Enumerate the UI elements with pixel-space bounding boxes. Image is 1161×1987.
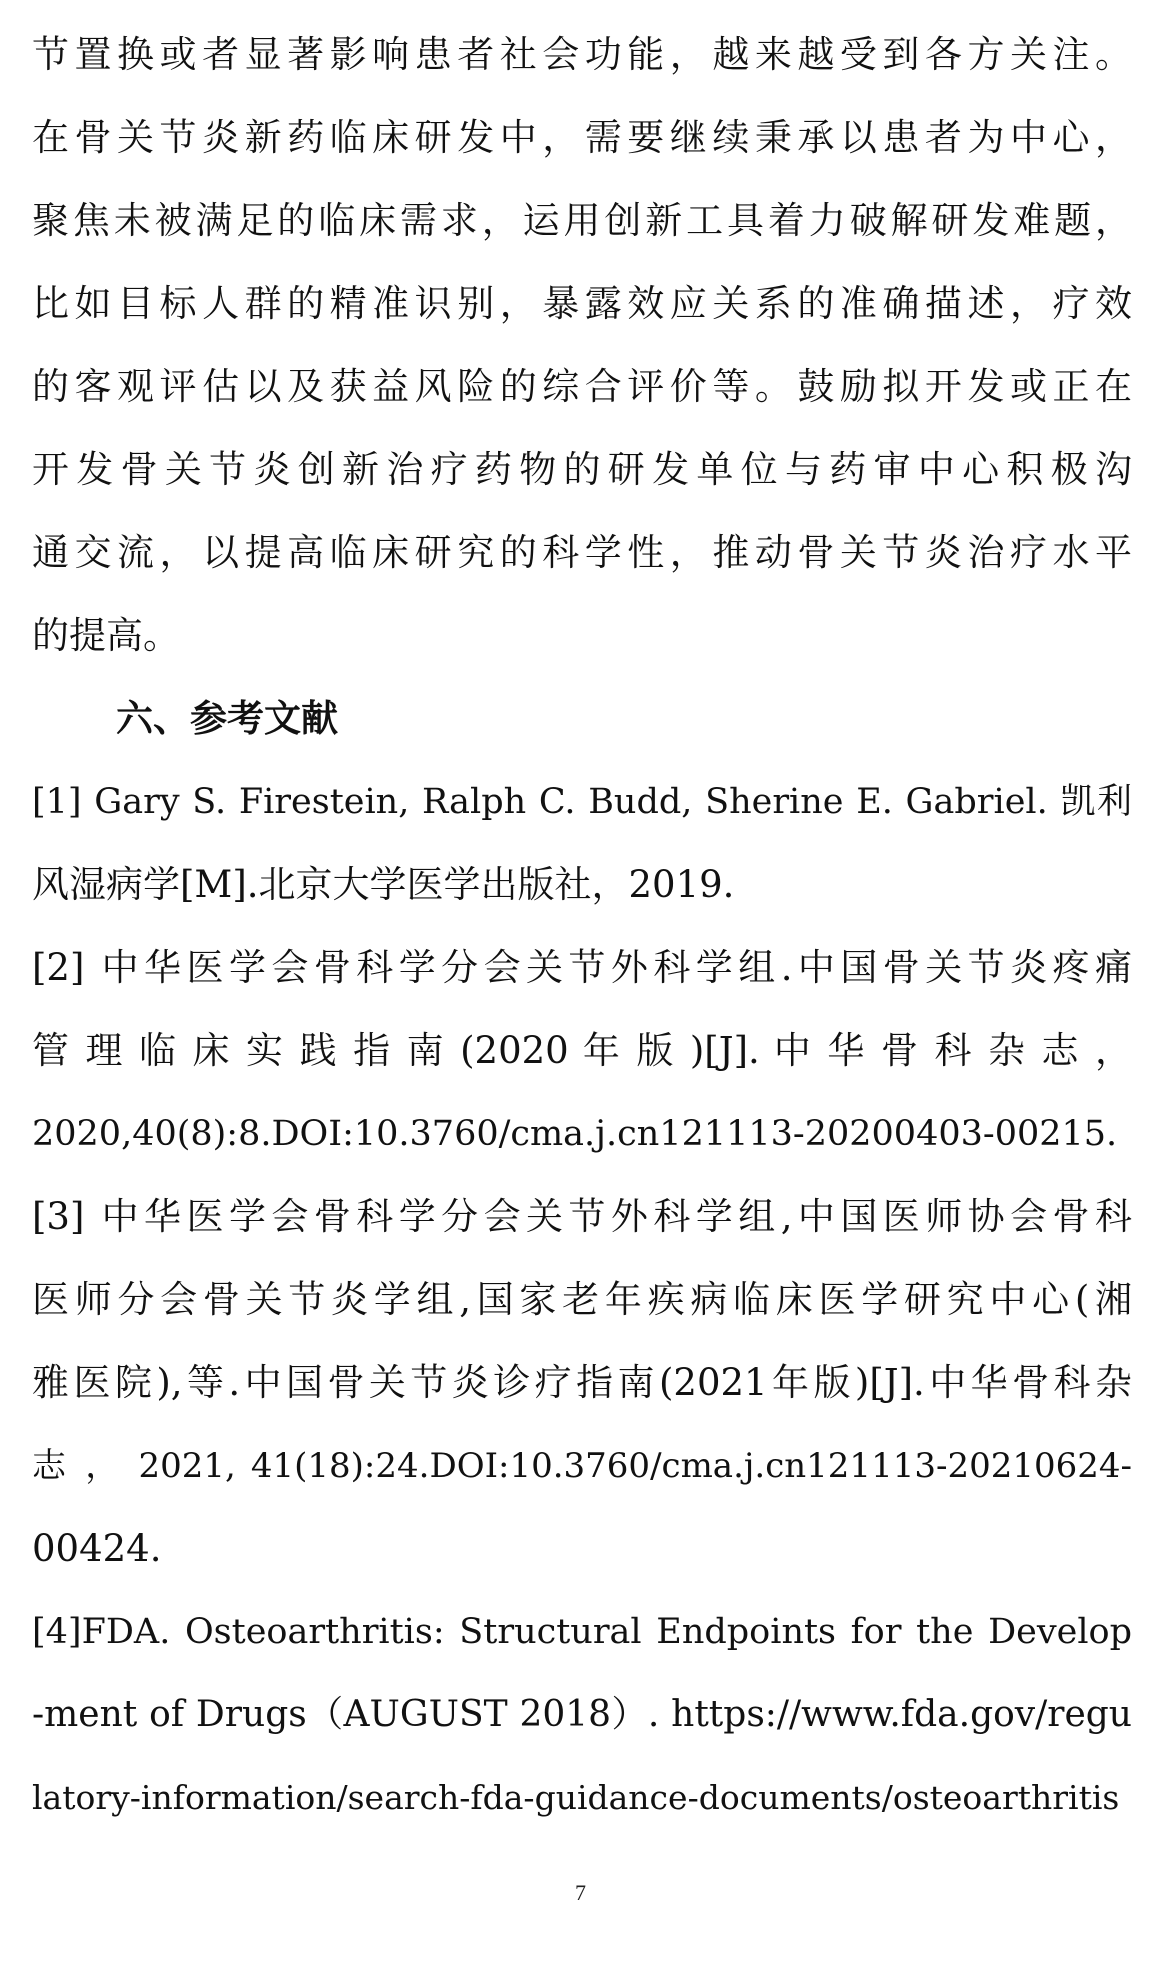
- reference-line: [1] Gary S. Firestein, Ralph C. Budd, Sherine E. Gabriel. 凯利: [32, 782, 1132, 822]
- reference-line: -ment of Drugs（AUGUST 2018）. https://www.fda.gov/regu: [32, 1694, 1132, 1735]
- section-heading: 六、参考文献: [116, 697, 338, 740]
- reference-line: 志 ， 2021, 41(18):24.DOI:10.3760/cma.j.cn121113-20210624-: [32, 1446, 1132, 1486]
- paragraph-line: 比如目标人群的精准识别，暴露效应关系的准确描述，疗效: [32, 282, 1132, 325]
- paragraph-line: 通交流，以提高临床研究的科学性，推动骨关节炎治疗水平: [32, 531, 1132, 574]
- reference-line: [3] 中华医学会骨科学分会关节外科学组,中国医师协会骨科: [32, 1195, 1132, 1238]
- reference-line: 医师分会骨关节炎学组,国家老年疾病临床医学研究中心(湘: [32, 1278, 1132, 1321]
- reference-line: [4]FDA. Osteoarthritis: Structural Endpoints for the Develop: [32, 1612, 1132, 1652]
- page-number: 7: [575, 1880, 586, 1905]
- reference-line: [2] 中华医学会骨科学分会关节外科学组.中国骨关节炎疼痛: [32, 946, 1132, 989]
- paragraph-line: 聚焦未被满足的临床需求，运用创新工具着力破解研发难题，: [32, 199, 1132, 242]
- paragraph-line: 节置换或者显著影响患者社会功能，越来越受到各方关注。: [32, 33, 1132, 76]
- paragraph-line: 在骨关节炎新药临床研发中，需要继续秉承以患者为中心，: [32, 116, 1132, 159]
- paragraph-line: 的客观评估以及获益风险的综合评价等。鼓励拟开发或正在: [32, 365, 1132, 408]
- paragraph-line: 的提高。: [32, 614, 180, 657]
- reference-line: 雅医院),等.中国骨关节炎诊疗指南(2021年版)[J].中华骨科杂: [32, 1361, 1132, 1404]
- reference-line: 风湿病学[M].北京大学医学出版社，2019.: [32, 863, 735, 906]
- reference-line: latory-information/search-fda-guidance-documents/osteoarthritis: [32, 1778, 1120, 1817]
- reference-line: 管 理 临 床 实 践 指 南 (2020 年 版 )[J]. 中 华 骨 科 杂 志 ，: [32, 1029, 1132, 1072]
- reference-line: 00424.: [32, 1527, 162, 1570]
- paragraph-line: 开发骨关节炎创新治疗药物的研发单位与药审中心积极沟: [32, 448, 1132, 491]
- reference-line: 2020,40(8):8.DOI:10.3760/cma.j.cn121113-20200403-00215.: [32, 1114, 1118, 1154]
